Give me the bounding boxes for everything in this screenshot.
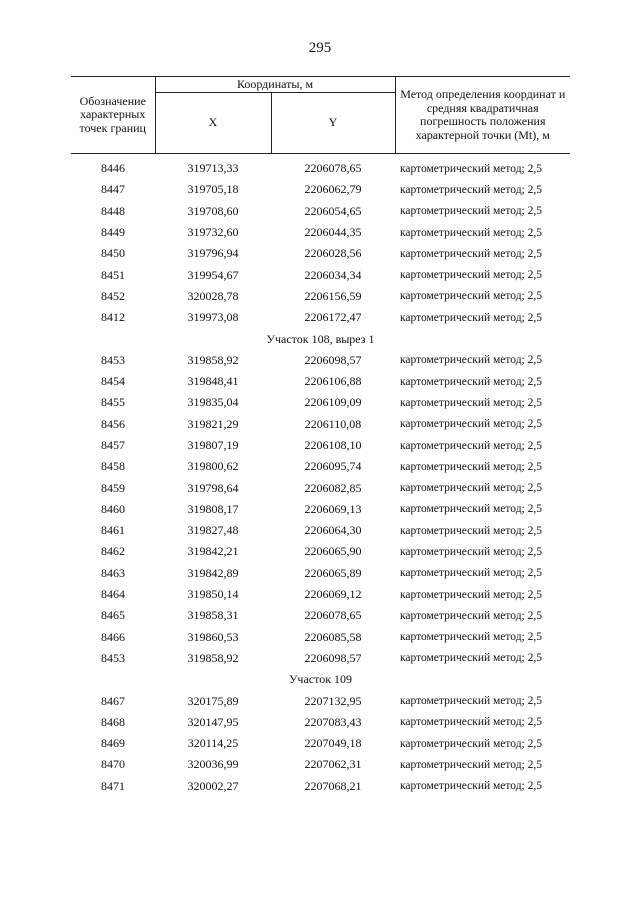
cell-y: 2206065,89 <box>304 565 362 580</box>
cell-y: 2206069,12 <box>304 587 362 602</box>
cell-point: 8454 <box>101 374 125 389</box>
cell-y: 2206062,79 <box>304 182 362 197</box>
cell-x: 319732,60 <box>187 225 239 240</box>
cell-x: 319858,92 <box>187 650 239 665</box>
cell-point: 8459 <box>101 480 125 495</box>
cell-method: картометрический метод; 2,5 <box>400 482 542 495</box>
cell-point: 8446 <box>101 161 125 176</box>
cell-point: 8412 <box>101 310 125 325</box>
cell-x: 319860,53 <box>187 629 239 644</box>
cell-point: 8460 <box>101 501 125 516</box>
cell-y: 2206156,59 <box>304 288 362 303</box>
cell-method: картометрический метод; 2,5 <box>400 375 542 388</box>
table-row <box>71 179 570 200</box>
cell-x: 319800,62 <box>187 459 239 474</box>
cell-method: картометрический метод; 2,5 <box>400 269 542 282</box>
cell-y: 2206095,74 <box>304 459 362 474</box>
table-row <box>71 733 570 754</box>
cell-y: 2206069,13 <box>304 501 362 516</box>
cell-y: 2206078,65 <box>304 161 362 176</box>
table-row <box>71 456 570 477</box>
cell-method: картометрический метод; 2,5 <box>400 226 542 239</box>
cell-y: 2206108,10 <box>304 438 362 452</box>
cell-y: 2207049,18 <box>304 736 362 751</box>
cell-x: 319808,17 <box>187 501 239 516</box>
table-row <box>71 477 570 498</box>
cell-y: 2206085,58 <box>304 629 362 644</box>
cell-method: картометрический метод; 2,5 <box>400 609 542 622</box>
cell-method: картометрический метод; 2,5 <box>400 737 542 750</box>
cell-method: картометрический метод; 2,5 <box>400 354 542 367</box>
cell-y: 2206078,65 <box>304 608 362 623</box>
cell-point: 8457 <box>101 438 125 452</box>
header-designation: Обозначение характерных точек границ <box>71 77 155 154</box>
cell-x: 320028,78 <box>187 288 239 303</box>
table-row <box>71 264 570 285</box>
table-row <box>71 499 570 520</box>
header-method: Метод определения координат и средняя квадратичная погрешность положения характерной точки (Mt), м <box>395 77 570 154</box>
table-row <box>71 201 570 222</box>
table-row <box>71 350 570 371</box>
cell-point: 8447 <box>101 182 125 197</box>
cell-y: 2207068,21 <box>304 778 362 793</box>
cell-method: картометрический метод; 2,5 <box>400 545 542 558</box>
table-row <box>71 520 570 541</box>
cell-x: 320114,25 <box>187 736 239 751</box>
table-row <box>71 584 570 605</box>
table-row <box>71 605 570 626</box>
cell-x: 319835,04 <box>187 395 239 410</box>
table-header <box>71 77 570 154</box>
cell-point: 8470 <box>101 757 125 772</box>
cell-y: 2206054,65 <box>304 203 362 218</box>
cell-x: 319821,29 <box>187 416 239 431</box>
coordinates-table <box>71 76 570 797</box>
cell-method: картометрический метод; 2,5 <box>400 758 542 771</box>
cell-y: 2206172,47 <box>304 310 362 325</box>
cell-x: 319850,14 <box>187 587 239 602</box>
table-row <box>71 563 570 584</box>
cell-point: 8453 <box>101 352 125 367</box>
page-number: 295 <box>308 40 332 56</box>
cell-point: 8465 <box>101 608 125 623</box>
cell-point: 8467 <box>101 693 125 708</box>
cell-method: картометрический метод; 2,5 <box>400 439 542 452</box>
cell-method: картометрический метод; 2,5 <box>400 396 542 409</box>
cell-y: 2206065,90 <box>304 544 362 559</box>
cell-y: 2206028,56 <box>304 246 362 261</box>
section-heading-row <box>71 669 570 690</box>
cell-point: 8466 <box>101 629 125 644</box>
section-heading: Участок 108, вырез 1 <box>266 331 375 346</box>
cell-point: 8461 <box>101 523 125 538</box>
cell-point: 8464 <box>101 587 125 602</box>
cell-point: 8458 <box>101 459 125 474</box>
table-row <box>71 648 570 669</box>
table-row <box>71 371 570 392</box>
cell-x: 319954,67 <box>187 267 239 282</box>
cell-x: 319807,19 <box>187 438 239 452</box>
cell-method: картометрический метод; 2,5 <box>400 183 542 196</box>
cell-point: 8471 <box>101 778 125 793</box>
table-row <box>71 154 570 180</box>
table-row <box>71 414 570 435</box>
table-row <box>71 435 570 456</box>
cell-point: 8450 <box>101 246 125 261</box>
cell-x: 319858,92 <box>187 352 239 367</box>
table-row <box>71 627 570 648</box>
cell-x: 319713,33 <box>187 161 239 176</box>
table-row <box>71 307 570 328</box>
cell-y: 2206109,09 <box>304 395 362 410</box>
cell-point: 8452 <box>101 288 125 303</box>
table-row <box>71 754 570 775</box>
table-row <box>71 541 570 562</box>
cell-y: 2206098,57 <box>304 650 362 665</box>
cell-x: 320147,95 <box>187 714 239 729</box>
cell-method: картометрический метод; 2,5 <box>400 588 542 601</box>
cell-y: 2206082,85 <box>304 480 362 495</box>
cell-point: 8451 <box>101 267 125 282</box>
cell-x: 319848,41 <box>187 374 239 389</box>
table-row <box>71 392 570 413</box>
cell-y: 2206110,08 <box>304 416 362 431</box>
cell-y: 2206098,57 <box>304 352 362 367</box>
section-heading: Участок 109 <box>288 672 353 687</box>
cell-y: 2206034,34 <box>304 267 362 282</box>
cell-method: картометрический метод; 2,5 <box>400 695 542 708</box>
cell-method: картометрический метод; 2,5 <box>400 780 542 793</box>
cell-y: 2207083,43 <box>304 714 362 729</box>
section-heading-row <box>71 328 570 349</box>
table-row <box>71 690 570 711</box>
cell-point: 8462 <box>101 544 125 559</box>
cell-x: 320002,27 <box>187 778 239 793</box>
cell-method: картометрический метод; 2,5 <box>400 524 542 537</box>
cell-x: 319798,64 <box>187 480 239 495</box>
table-row <box>71 286 570 307</box>
table-row <box>71 776 570 797</box>
cell-method: картометрический метод; 2,5 <box>400 162 542 175</box>
cell-y: 2206044,35 <box>304 225 362 240</box>
cell-x: 319708,60 <box>187 203 239 218</box>
cell-x: 319973,08 <box>187 310 239 325</box>
table-row <box>71 243 570 264</box>
cell-x: 319827,48 <box>187 523 239 538</box>
cell-x: 319796,94 <box>187 246 239 261</box>
cell-method: картометрический метод; 2,5 <box>400 311 542 324</box>
cell-method: картометрический метод; 2,5 <box>400 460 542 473</box>
cell-y: 2206106,88 <box>304 374 362 389</box>
cell-y: 2207132,95 <box>304 693 362 708</box>
table-row <box>71 222 570 243</box>
cell-point: 8469 <box>101 736 125 751</box>
cell-method: картометрический метод; 2,5 <box>400 567 542 580</box>
cell-point: 8453 <box>101 650 125 665</box>
cell-point: 8455 <box>101 395 125 410</box>
cell-method: картометрический метод; 2,5 <box>400 631 542 644</box>
cell-x: 319858,31 <box>187 608 239 623</box>
cell-method: картометрический метод; 2,5 <box>400 716 542 729</box>
cell-method: картометрический метод; 2,5 <box>400 247 542 260</box>
cell-point: 8463 <box>101 565 125 580</box>
cell-x: 320036,99 <box>187 757 239 772</box>
cell-method: картометрический метод; 2,5 <box>400 205 542 218</box>
cell-x: 319842,89 <box>187 565 239 580</box>
table-row <box>71 712 570 733</box>
cell-method: картометрический метод; 2,5 <box>400 290 542 303</box>
cell-x: 319705,18 <box>187 182 239 197</box>
cell-method: картометрический метод; 2,5 <box>400 503 542 516</box>
header-y: Y <box>271 93 395 154</box>
cell-point: 8456 <box>101 416 125 431</box>
table-body <box>71 154 570 797</box>
header-coordinates: Координаты, м <box>155 77 395 93</box>
cell-y: 2206064,30 <box>304 523 362 538</box>
cell-x: 319842,21 <box>187 544 239 559</box>
cell-y: 2207062,31 <box>304 757 362 772</box>
cell-point: 8449 <box>101 225 125 240</box>
cell-method: картометрический метод; 2,5 <box>400 652 542 665</box>
cell-point: 8468 <box>101 714 125 729</box>
header-x: X <box>155 93 271 154</box>
cell-x: 320175,89 <box>187 693 239 708</box>
cell-point: 8448 <box>101 203 125 218</box>
cell-method: картометрический метод; 2,5 <box>400 418 542 431</box>
